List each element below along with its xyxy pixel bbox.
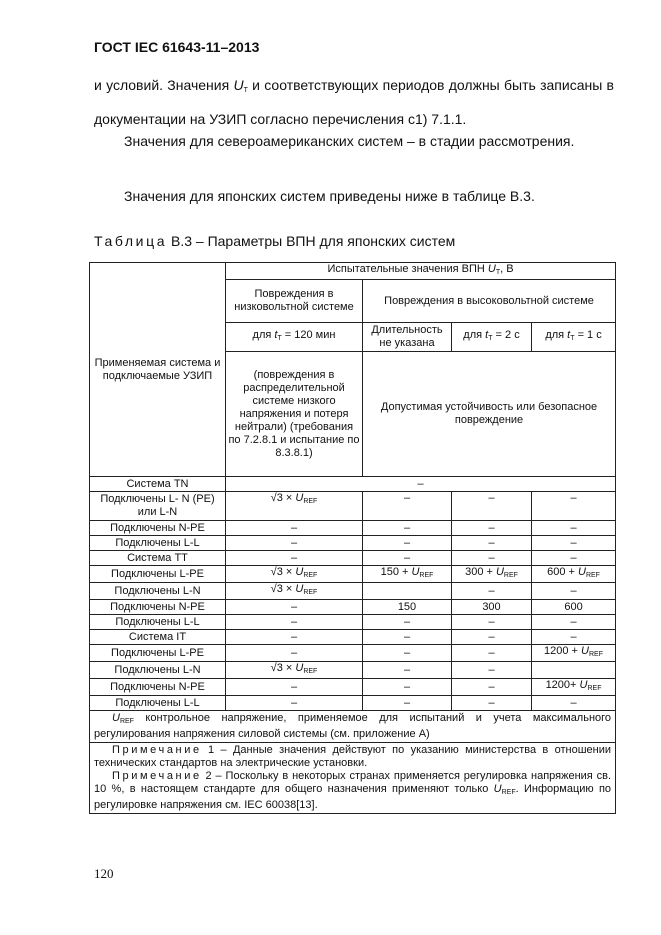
cell: $1200+ U_{REF}$ <box>532 679 616 696</box>
table-row <box>90 630 616 645</box>
cell <box>363 583 452 600</box>
cell: 600 <box>532 600 616 615</box>
paragraph-2: Значения для североамериканских систем – в стадии рассмотрения. <box>124 133 575 149</box>
cell: – <box>452 521 532 536</box>
parameters-table <box>89 262 616 814</box>
row-label: Система IT <box>90 630 226 645</box>
cell: – <box>532 615 616 630</box>
cell: – <box>226 645 363 662</box>
cell: – <box>532 551 616 566</box>
row-label: Подключены L-PE <box>90 566 226 583</box>
cell: – <box>226 536 363 551</box>
cell: – <box>532 536 616 551</box>
cell: – <box>452 536 532 551</box>
cell: – <box>363 696 452 711</box>
header-row-1 <box>90 263 616 280</box>
table-row <box>90 536 616 551</box>
row-label: Подключены L-N <box>90 583 226 600</box>
paragraph-3: Значения для японских систем приведены ниже в таблице В.3. <box>124 188 535 204</box>
cell: $600 + U_{REF}$ <box>532 566 616 583</box>
row-label: Система TT <box>90 551 226 566</box>
cell: – <box>363 645 452 662</box>
header-duration-unspecified: Длительность не указана <box>363 323 452 352</box>
note-1: Примечание 1 – Данные значения действуют по указанию министерства в отношении технических стандартов на электрические установки. <box>94 744 612 769</box>
header-system-col: Применяемая система и подключаемые УЗИП <box>90 263 226 477</box>
cell: – <box>363 662 452 679</box>
table-row <box>90 615 616 630</box>
paragraph-1: и условий. Значения $U_T$ и соответствующих периодов должны быть записаны в документации на УЗИП согласно перечисления с1) 7.1.1. <box>94 77 614 127</box>
table-row <box>90 696 616 711</box>
header-hv-damage: Повреждения в высоковольтной системе <box>363 280 616 323</box>
document-header: ГОСТ IEC 61643-11–2013 <box>94 39 260 55</box>
table-row <box>90 662 616 679</box>
cell: – <box>532 492 616 521</box>
cell: – <box>452 551 532 566</box>
cell <box>532 662 616 679</box>
note-uref: $U_{REF}$ контрольное напряжение, применяемое для испытаний и учета максимального регулирования напряжения силовой системы (см. приложение А) <box>90 711 616 743</box>
cell: – <box>452 583 532 600</box>
row-label: Подключены L-PE <box>90 645 226 662</box>
cell: – <box>226 521 363 536</box>
cell: – <box>226 696 363 711</box>
header-t-120: для $t_T = 120$ мин <box>226 323 363 352</box>
row-label: Подключены N-PE <box>90 679 226 696</box>
header-hv-desc: Допустимая устойчивость или безопасное повреждение <box>363 352 616 477</box>
table-row <box>90 492 616 521</box>
table-row <box>90 600 616 615</box>
cell: – <box>452 679 532 696</box>
cell: $√3 \times U_{REF}$ <box>226 492 363 521</box>
notes <box>90 743 616 814</box>
cell: – <box>226 551 363 566</box>
cell: – <box>226 679 363 696</box>
cell: $√3 \times U_{REF}$ <box>226 566 363 583</box>
row-label: Подключены L-L <box>90 536 226 551</box>
note-row <box>90 743 616 814</box>
note-row <box>90 711 616 743</box>
cell: – <box>363 679 452 696</box>
cell: – <box>452 645 532 662</box>
note-2: Примечание 2 – Поскольку в некоторых странах применяется регулировка напряжения св. 10 %, в настоящем стандарте для общего назначения применяют только $U_{REF}$. Информацию по регулировке напряжения см. IEC 60038[13]. <box>94 770 612 811</box>
row-label: Подключены L-N <box>90 662 226 679</box>
row-label: Подключены N-PE <box>90 600 226 615</box>
cell: 300 <box>452 600 532 615</box>
row-label: Подключены N-PE <box>90 521 226 536</box>
cell: – <box>363 615 452 630</box>
cell: $√3 \times U_{REF}$ <box>226 583 363 600</box>
page-number: 120 <box>94 866 114 881</box>
table-row <box>90 566 616 583</box>
cell: – <box>532 583 616 600</box>
cell: – <box>363 630 452 645</box>
cell: – <box>452 492 532 521</box>
table-row <box>90 645 616 662</box>
cell: – <box>363 536 452 551</box>
header-test-values: Испытательные значения ВПН $U_T$, В <box>226 263 616 280</box>
table-row <box>90 551 616 566</box>
cell: – <box>452 662 532 679</box>
header-lv-desc: (повреждения в распределительной системе низкого напряжения и потеря нейтрали) (требования по 7.2.8.1 и испытание по 8.3.8.1) <box>226 352 363 477</box>
row-label: Подключены L- N (PE) или L-N <box>90 492 226 521</box>
table-row <box>90 679 616 696</box>
row-label: Подключены L-L <box>90 615 226 630</box>
table-row <box>90 477 616 492</box>
cell: – <box>226 477 616 492</box>
cell: $√3 \times U_{REF}$ <box>226 662 363 679</box>
cell: – <box>226 600 363 615</box>
cell: $150 + U_{REF}$ <box>363 566 452 583</box>
cell: – <box>363 551 452 566</box>
cell: $300 + U_{REF}$ <box>452 566 532 583</box>
cell: 150 <box>363 600 452 615</box>
row-label: Система TN <box>90 477 226 492</box>
table-row <box>90 583 616 600</box>
cell: – <box>226 615 363 630</box>
header-t-1s: для $t_T = 1$ с <box>532 323 616 352</box>
cell: $1200 + U_{REF}$ <box>532 645 616 662</box>
header-lv-damage: Повреждения в низковольтной системе <box>226 280 363 323</box>
cell: – <box>452 615 532 630</box>
cell: – <box>452 696 532 711</box>
cell: – <box>363 521 452 536</box>
table-caption: Таблица В.3 – Параметры ВПН для японских систем <box>94 233 456 249</box>
cell: – <box>452 630 532 645</box>
table-row <box>90 521 616 536</box>
cell: – <box>532 521 616 536</box>
cell: – <box>532 696 616 711</box>
cell: – <box>532 630 616 645</box>
cell: – <box>226 630 363 645</box>
cell: – <box>363 492 452 521</box>
header-t-2s: для $t_T = 2$ с <box>452 323 532 352</box>
row-label: Подключены L-L <box>90 696 226 711</box>
